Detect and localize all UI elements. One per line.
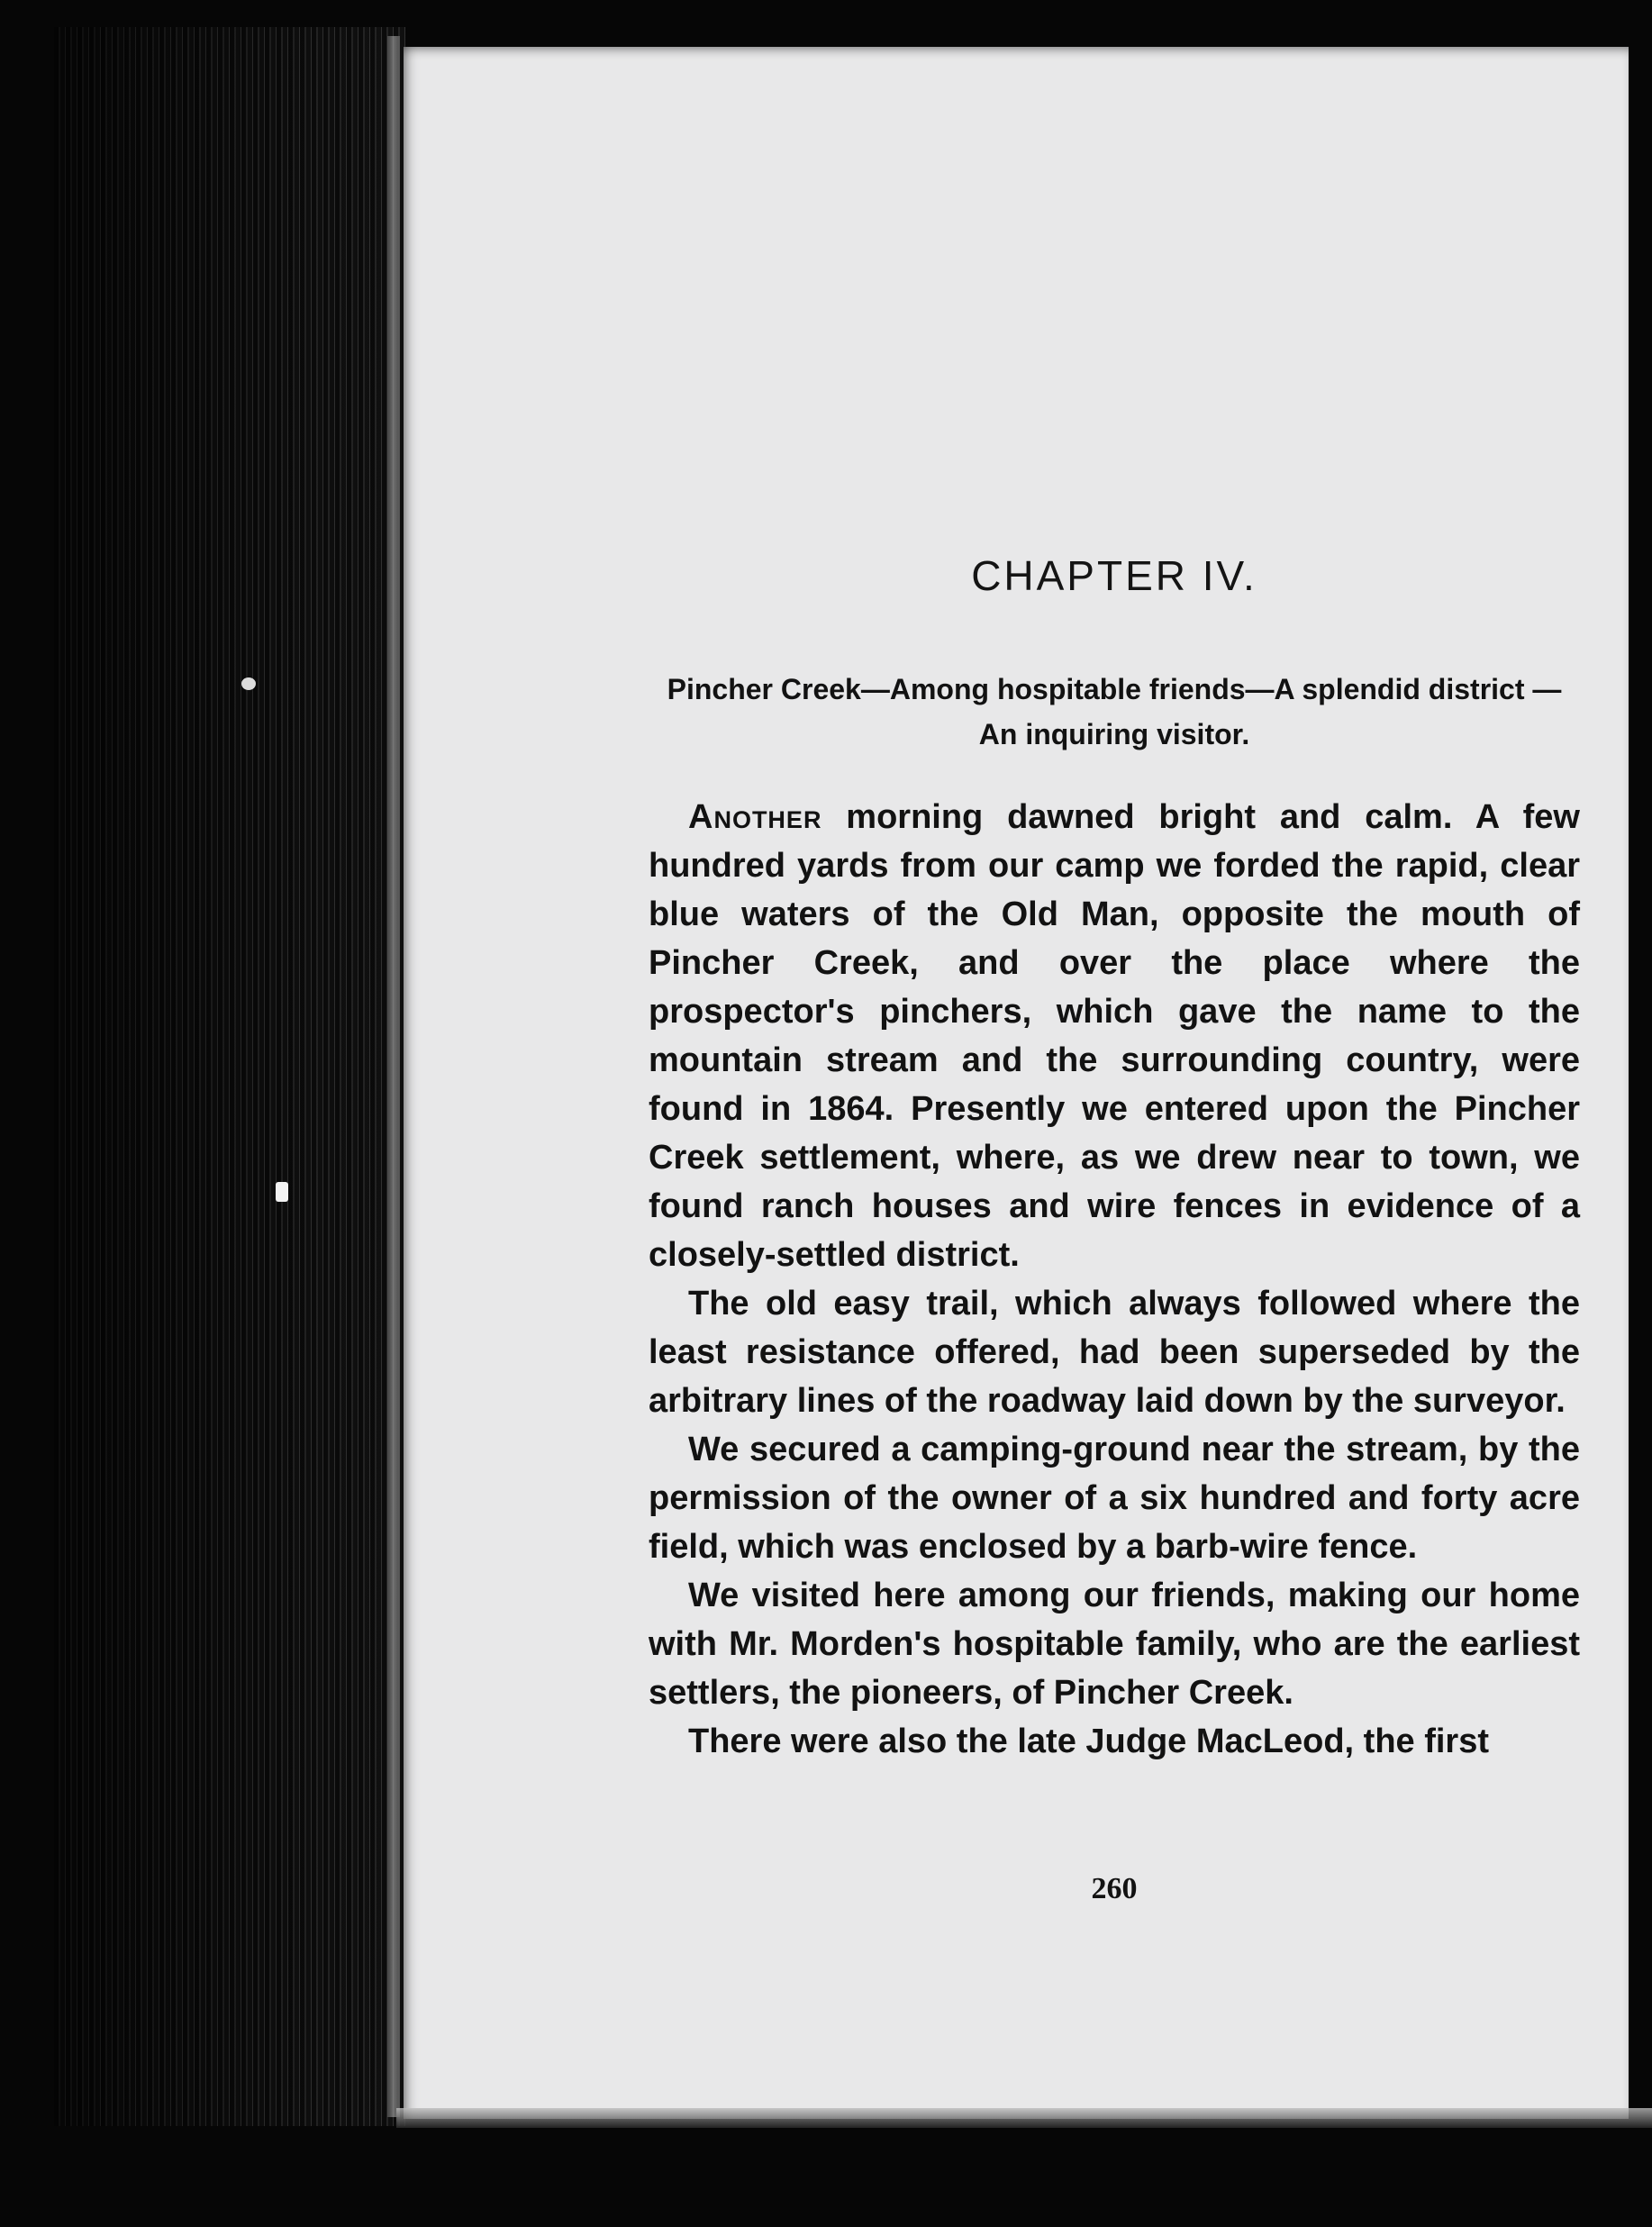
page-bottom-edge — [396, 2108, 1652, 2128]
chapter-title: CHAPTER IV. — [971, 552, 1257, 599]
page-number: 260 — [1091, 1872, 1138, 1905]
paragraph-1-first-word: Another — [688, 798, 822, 836]
book-edge-shadow — [54, 27, 405, 2126]
dust-speck — [276, 1182, 288, 1202]
page-gutter — [387, 36, 400, 2117]
paragraph-4: We visited here among our friends, making our home with Mr. Morden's hospitable family, who are the earliest settlers, the pioneers, of Pincher Creek. — [649, 1577, 1580, 1712]
paragraph-5: There were also the late Judge MacLeod, the first — [688, 1723, 1490, 1760]
paragraph-2: The old easy trail, which always followed where the least resistance offered, had been superseded by the arbitrary lines of the roadway laid down by the surveyor. — [649, 1285, 1580, 1420]
paragraph-3: We secured a camping-ground near the stream, by the permission of the owner of a six hundred and forty acre field, which was enclosed by a barb-wire fence. — [649, 1431, 1580, 1566]
chapter-body — [649, 793, 1580, 1766]
dust-speck — [241, 677, 256, 690]
paragraph-1-text: morning dawned bright and calm. A few hundred yards from our camp we forded the rapid, clear blue waters of the Old Man, opposite the mouth of Pincher Creek, and over the place where the prospector's pinchers, which gave the name to the mountain stream and the surrounding country, were found in 1864. Presently we entered upon the Pincher Creek settlement, where, as we drew near to town, we found ranch houses and wire fences in evidence of a closely-settled district. — [649, 798, 1580, 1274]
chapter-synopsis: Pincher Creek—Among hospitable friends—A splendid district —An inquiring visitor. — [667, 673, 1562, 750]
paragraph-1 — [649, 793, 1580, 1279]
